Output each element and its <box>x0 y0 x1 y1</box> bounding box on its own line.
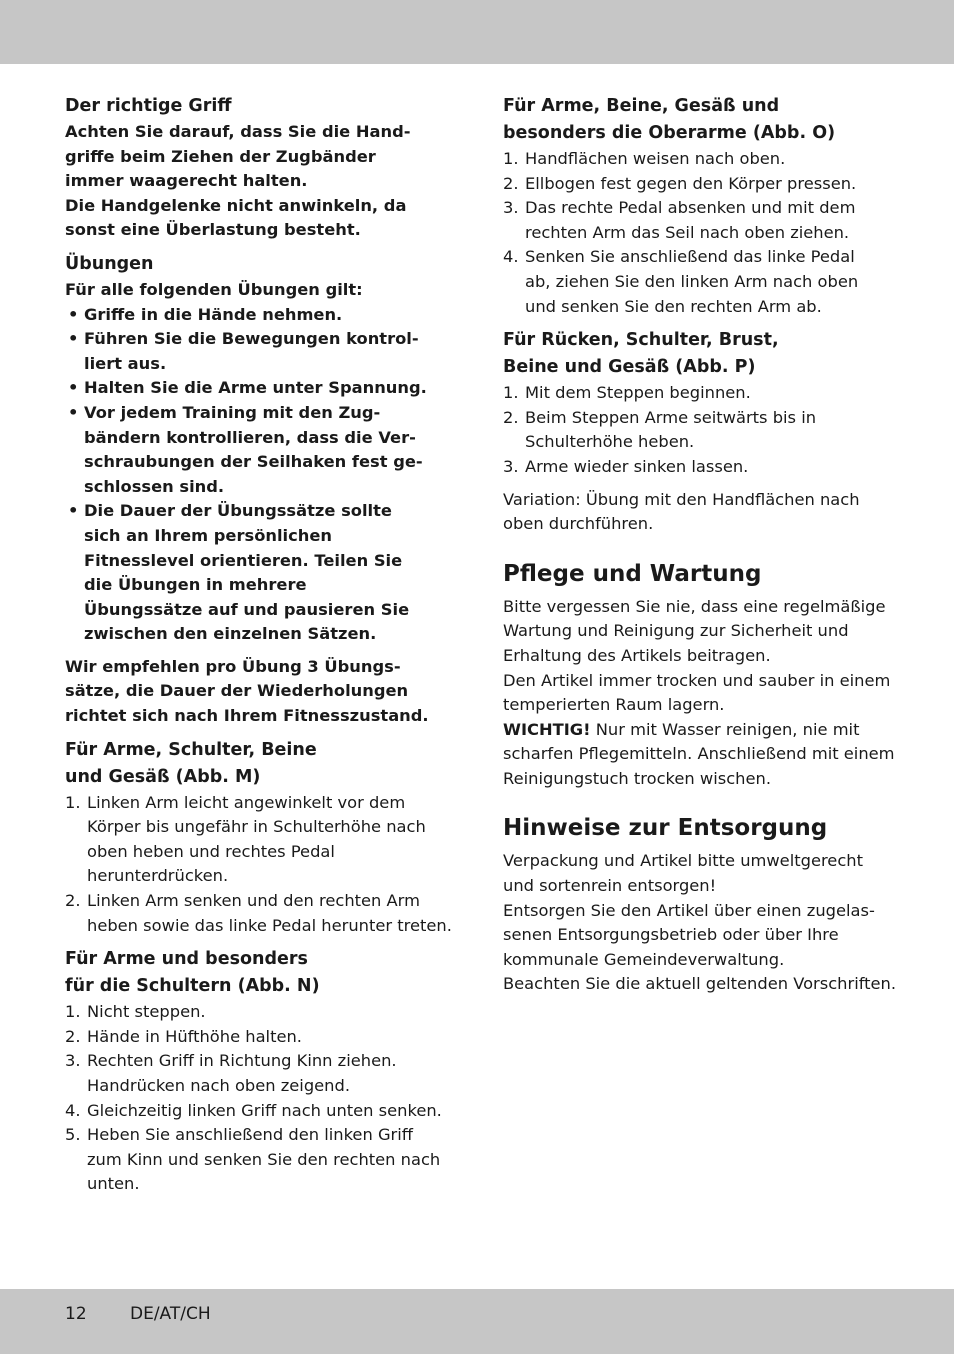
disposal-line: Entsorgen Sie den Artikel über einen zugelas- <box>503 900 875 920</box>
list-item-line: Griffe in die Hände nehmen. <box>84 304 343 324</box>
list-item-line: schlossen sind. <box>84 476 225 496</box>
list-item-line: oben heben und rechtes Pedal <box>87 841 335 861</box>
section-title-line: und Gesäß (Abb. M) <box>65 766 261 787</box>
list-item-line: Vor jedem Training mit den Zug- <box>84 402 381 422</box>
list-item-line: Linken Arm senken und den rechten Arm <box>87 891 420 911</box>
list-item: 5. Heben Sie anschließend den linken Griff zum Kinn und senken Sie den rechten nach unten. <box>65 1123 460 1197</box>
recommendation-line: sätze, die Dauer der Wiederholungen <box>65 681 409 701</box>
list-item-line: herunterdrücken. <box>87 866 229 886</box>
grip-line: Achten Sie darauf, dass Sie die Hand- <box>65 122 411 141</box>
section-title-line: Für Arme und besonders <box>65 949 308 970</box>
left-column <box>65 93 460 1197</box>
disposal-title: Hinweise zur Entsorgung <box>503 815 828 842</box>
section-title-line: Für Arme, Schulter, Beine <box>65 739 317 760</box>
list-item-line: Fitnesslevel orientieren. Teilen Sie <box>84 550 403 570</box>
section-title-line: Für Arme, Beine, Gesäß und <box>503 96 780 116</box>
disposal-line: senen Entsorgungsbetrieb oder über Ihre <box>503 925 839 945</box>
grip-text <box>65 120 460 243</box>
grip-line: griffe beim Ziehen der Zugbänder <box>65 146 376 166</box>
section-title-line: Beine und Gesäß (Abb. P) <box>503 357 756 378</box>
important-label: WICHTIG! <box>503 719 591 739</box>
list-item: • Die Dauer der Übungssätze sollte sich an Ihrem persönlichen Fitnesslevel orientieren. Teilen Sie die Übungen in mehrere Übungssätze auf und pausieren Sie zwischen den einzelnen Sätzen. <box>65 499 460 647</box>
care-title: Pflege und Wartung <box>503 560 762 587</box>
list-item-line: rechten Arm das Seil nach oben ziehen. <box>525 222 850 242</box>
list-item: 3. Rechten Griff in Richtung Kinn ziehen. Handrücken nach oben zeigend. <box>65 1049 460 1098</box>
list-item-line: ab, ziehen Sie den linken Arm nach oben <box>525 271 859 291</box>
list-item-line: Linken Arm leicht angewinkelt vor dem <box>87 792 406 812</box>
list-item-line: Senken Sie anschließend das linke Pedal <box>525 247 855 267</box>
list-item: 2. Hände in Hüfthöhe halten. <box>65 1025 460 1050</box>
disposal-line: Beachten Sie die aktuell geltenden Vorschriften. <box>503 974 897 994</box>
care-line: Wartung und Reinigung zur Sicherheit und <box>503 621 849 641</box>
list-item-line: Gleichzeitig linken Griff nach unten senken. <box>87 1100 442 1120</box>
list-item-line: Handflächen weisen nach oben. <box>525 149 786 168</box>
list-item-line: Arme wieder sinken lassen. <box>525 456 749 476</box>
care-line: Erhaltung des Artikels beitragen. <box>503 645 771 665</box>
list-item: • Führen Sie die Bewegungen kontrol- liert aus. <box>65 327 460 376</box>
list-item-line: und senken Sie den rechten Arm ab. <box>525 296 822 316</box>
list-item-line: Das rechte Pedal absenken und mit dem <box>525 198 856 218</box>
list-item: 2. Beim Steppen Arme seitwärts bis in Schulterhöhe heben. <box>503 406 923 455</box>
list-item: 2. Ellbogen fest gegen den Körper pressen. <box>503 172 923 197</box>
list-item-line: unten. <box>87 1174 140 1194</box>
grip-line: Die Handgelenke nicht anwinkeln, da <box>65 195 407 215</box>
list-item-line: Übungssätze auf und pausieren Sie <box>84 599 410 619</box>
disposal-line: kommunale Gemeindeverwaltung. <box>503 949 785 969</box>
grip-line: sonst eine Überlastung besteht. <box>65 220 361 240</box>
list-item: • Vor jedem Training mit den Zug- bändern kontrollieren, dass die Ver- schraubungen der Seilhaken fest ge- schlossen sind. <box>65 401 460 499</box>
list-item-line: heben sowie das linke Pedal herunter treten. <box>87 915 452 935</box>
care-line: Reinigungstuch trocken wischen. <box>503 768 771 788</box>
exercises-intro: Für alle folgenden Übungen gilt: <box>65 279 363 299</box>
right-column <box>503 93 923 997</box>
section-m-title <box>65 737 460 791</box>
list-item: 3. Arme wieder sinken lassen. <box>503 455 923 480</box>
care-line: temperierten Raum lagern. <box>503 695 725 715</box>
section-title-line: für die Schultern (Abb. N) <box>65 976 320 997</box>
variation-line: oben durchführen. <box>503 514 654 534</box>
list-item-line: Führen Sie die Bewegungen kontrol- <box>84 329 419 349</box>
recommendation-text <box>65 655 460 729</box>
section-p-title <box>503 327 923 381</box>
care-line: Den Artikel immer trocken und sauber in einem <box>503 670 891 690</box>
list-item-line: Die Dauer der Übungssätze sollte <box>84 501 392 521</box>
list-item-line: Körper bis ungefähr in Schulterhöhe nach <box>87 817 426 837</box>
recommendation-line: Wir empfehlen pro Übung 3 Übungs- <box>65 656 401 676</box>
grip-line: immer waagerecht halten. <box>65 171 308 191</box>
list-item-line: bändern kontrollieren, dass die Ver- <box>84 427 416 447</box>
list-item: 3. Das rechte Pedal absenken und mit dem rechten Arm das Seil nach oben ziehen. <box>503 196 923 245</box>
list-item-line: die Übungen in mehrere <box>84 575 307 595</box>
variation-line: Variation: Übung mit den Handflächen nach <box>503 489 860 509</box>
list-item: 4. Gleichzeitig linken Griff nach unten senken. <box>65 1099 460 1124</box>
section-o-steps <box>503 147 923 319</box>
care-line: scharfen Pflegemitteln. Anschließend mit einem <box>503 744 895 764</box>
list-item-line: Hände in Hüfthöhe halten. <box>87 1026 302 1046</box>
exercise-rules-list <box>65 303 460 647</box>
grip-title: Der richtige Griff <box>65 96 232 116</box>
list-item: 1. Handflächen weisen nach oben. <box>503 147 923 172</box>
list-item: 1. Nicht steppen. <box>65 1000 460 1025</box>
section-title-line: besonders die Oberarme (Abb. O) <box>503 123 836 143</box>
list-item-line: schraubungen der Seilhaken fest ge- <box>84 452 423 472</box>
list-item-line: Handrücken nach oben zeigend. <box>87 1076 351 1095</box>
section-n-steps <box>65 1000 460 1197</box>
care-line: Bitte vergessen Sie nie, dass eine regelmäßige <box>503 596 886 616</box>
important-text: Nur mit Wasser reinigen, nie mit <box>590 719 860 739</box>
section-n-title <box>65 946 460 1000</box>
list-item-line: liert aus. <box>84 353 167 373</box>
section-p-steps <box>503 381 923 479</box>
header-bar <box>0 0 954 64</box>
section-m-steps <box>65 791 460 939</box>
list-item: 1. Linken Arm leicht angewinkelt vor dem Körper bis ungefähr in Schulterhöhe nach oben heben und rechtes Pedal herunterdrücken. <box>65 791 460 889</box>
list-item-line: Schulterhöhe heben. <box>525 432 695 452</box>
list-item-line: sich an Ihrem persönlichen <box>84 525 333 545</box>
list-item-line: Nicht steppen. <box>87 1002 206 1022</box>
disposal-line: Verpackung und Artikel bitte umweltgerecht <box>503 851 863 871</box>
list-item: 4. Senken Sie anschließend das linke Pedal ab, ziehen Sie den linken Arm nach oben und senken Sie den rechten Arm ab. <box>503 245 923 319</box>
list-item-line: zwischen den einzelnen Sätzen. <box>84 624 377 644</box>
list-item: 1. Mit dem Steppen beginnen. <box>503 381 923 406</box>
disposal-line: und sortenrein entsorgen! <box>503 876 717 896</box>
list-item: 2. Linken Arm senken und den rechten Arm heben sowie das linke Pedal herunter treten. <box>65 889 460 938</box>
exercises-title: Übungen <box>65 253 154 274</box>
important-note <box>503 718 923 743</box>
list-item-line: Mit dem Steppen beginnen. <box>525 383 751 403</box>
care-text <box>503 595 923 792</box>
list-item-line: Halten Sie die Arme unter Spannung. <box>84 378 427 398</box>
disposal-text <box>503 849 923 997</box>
recommendation-line: richtet sich nach Ihrem Fitnesszustand. <box>65 706 429 726</box>
list-item: • Griffe in die Hände nehmen. <box>65 303 460 328</box>
section-title-line: Für Rücken, Schulter, Brust, <box>503 330 779 351</box>
list-item-line: Rechten Griff in Richtung Kinn ziehen. <box>87 1051 397 1071</box>
list-item: • Halten Sie die Arme unter Spannung. <box>65 376 460 401</box>
list-item-line: Ellbogen fest gegen den Körper pressen. <box>525 173 857 193</box>
list-item-line: Beim Steppen Arme seitwärts bis in <box>525 407 817 427</box>
variation-text <box>503 488 923 537</box>
page-language: DE/AT/CH <box>130 1304 211 1324</box>
list-item-line: zum Kinn und senken Sie den rechten nach <box>87 1149 441 1169</box>
list-item-line: Heben Sie anschließend den linken Griff <box>87 1125 413 1145</box>
page-number: 12 <box>65 1304 87 1324</box>
section-o-title <box>503 93 923 147</box>
